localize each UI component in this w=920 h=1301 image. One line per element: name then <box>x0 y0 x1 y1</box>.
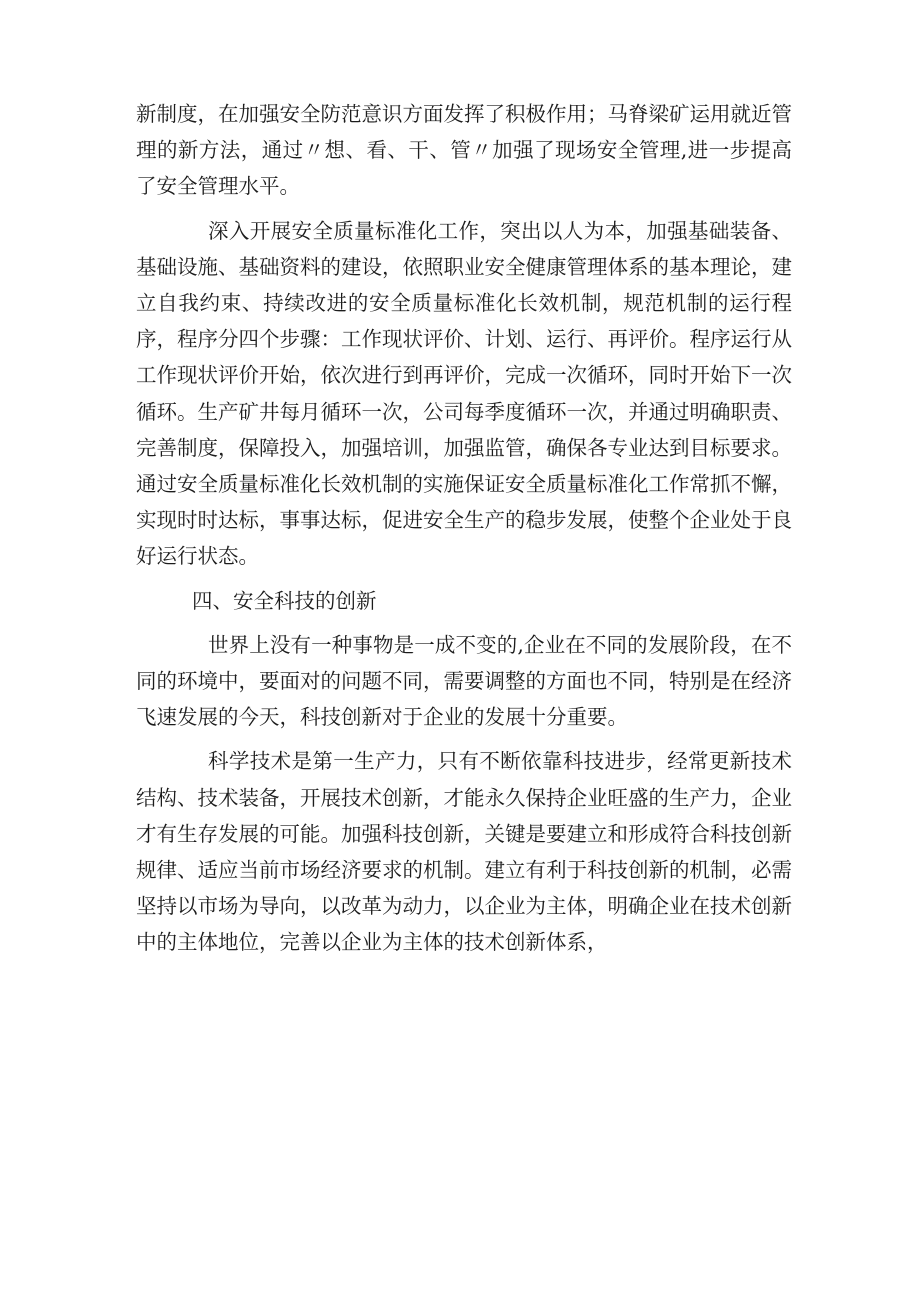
paragraph-gap <box>136 735 792 743</box>
paragraph-gap <box>136 575 792 583</box>
paragraph-safety-standardization: 深入开展安全质量标准化工作，突出以人为本，加强基础装备、基础设施、基础资料的建设，依照职业安全健康管理体系的基本理论，建立自我约束、持续改进的安全质量标准化长效机制，规范机制的运行程序，程序分四个步骤：工作现状评价、计划、运行、再评价。程序运行从工作现状评价开始，依次进行到再评价，完成一次循环，同时开始下一次循环。生产矿井每月循环一次，公司每季度循环一次，并通过明确职责、完善制度，保障投入，加强培训，加强监管，确保各专业达到目标要求。通过安全质量标准化长效机制的实施保证安全质量标准化工作常抓不懈，实现时时达标，事事达标，促进安全生产的稳步发展，使整个企业处于良好运行状态。 <box>136 218 792 569</box>
paragraph-continuation: 新制度，在加强安全防范意识方面发挥了积极作用；马脊梁矿运用就近管理的新方法，通过〃想、看、干、管〃加强了现场安全管理,进一步提高了安全管理水平。 <box>136 102 792 199</box>
section-heading: 四、安全科技的创新 <box>192 588 377 613</box>
paragraph-tech-mechanism: 科学技术是第一生产力，只有不断依靠科技进步，经常更新技术结构、技术装备，开展技术创新，才能永久保持企业旺盛的生产力，企业才有生存发展的可能。加强科技创新，关键是要建立和形成符合科技创新规律、适应当前市场经济要求的机制。建立有利于科技创新的机制，必需坚持以市场为导向，以改革为动力，以企业为主体，明确企业在技术创新中的主体地位，完善以企业为主体的技术创新体系， <box>136 749 792 955</box>
paragraph-gap <box>136 205 792 213</box>
paragraph-innovation-importance: 世界上没有一种事物是一成不变的,企业在不同的发展阶段，在不同的环境中，要面对的问题不同，需要调整的方面也不同，特别是在经济飞速发展的今天，科技创新对于企业的发展十分重要。 <box>136 632 792 730</box>
document-body <box>136 96 792 961</box>
paragraph-gap <box>136 619 792 627</box>
